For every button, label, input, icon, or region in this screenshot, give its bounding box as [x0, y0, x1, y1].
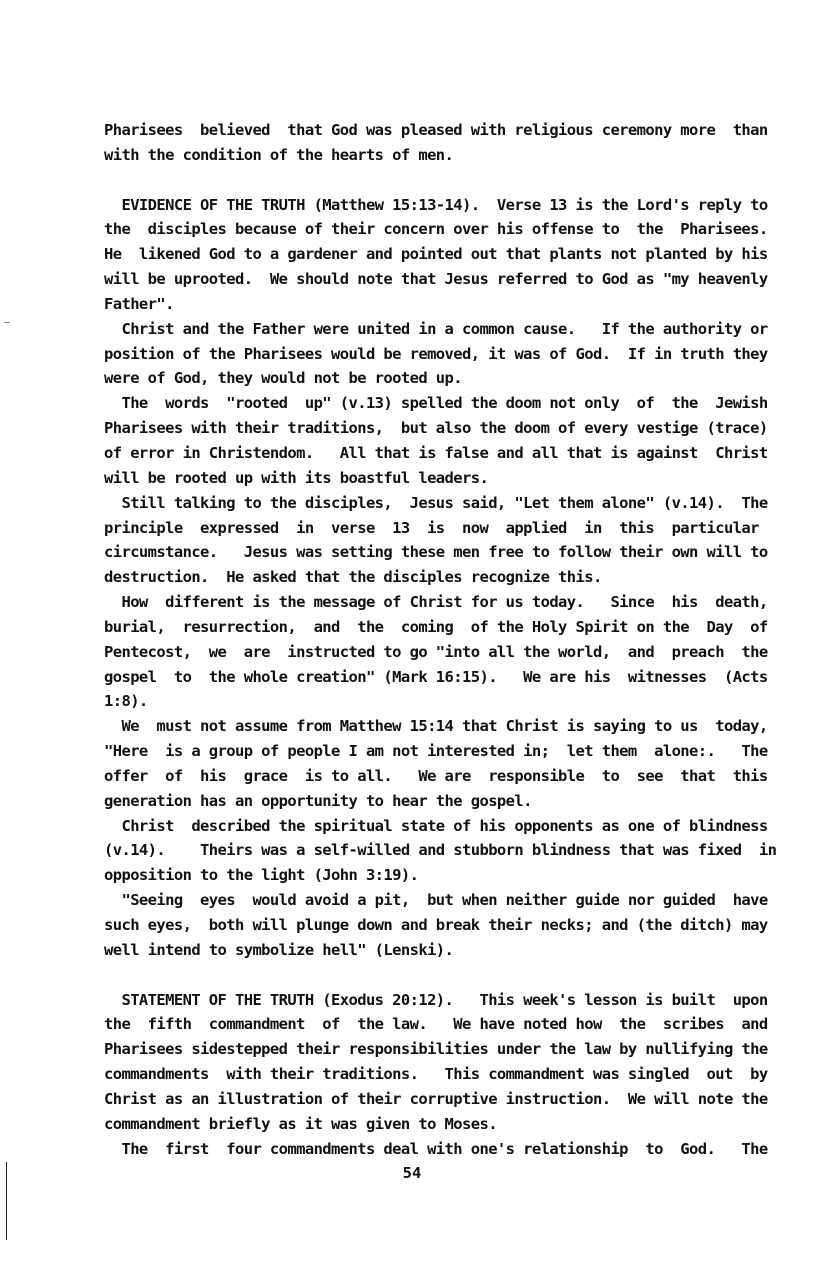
- text-line: Father".: [104, 294, 174, 313]
- text-line: 1:8).: [104, 692, 148, 711]
- text-line: offer of his grace is to all. We are responsible to see that this: [104, 766, 768, 785]
- text-line: EVIDENCE OF THE TRUTH (Matthew 15:13-14). Verse 13 is the Lord's reply to: [104, 195, 768, 214]
- text-line: position of the Pharisees would be removed, it was of God. If in truth they: [104, 344, 768, 363]
- scan-margin-tick: [4, 322, 10, 323]
- text-line: We must not assume from Matthew 15:14 that Christ is saying to us today,: [104, 717, 768, 736]
- text-line: opposition to the light (John 3:19).: [104, 866, 419, 885]
- text-line: STATEMENT OF THE TRUTH (Exodus 20:12). This week's lesson is built upon: [104, 990, 768, 1009]
- text-line: principle expressed in verse 13 is now applied in this particular: [104, 518, 759, 537]
- text-line: The first four commandments deal with one's relationship to God. The: [104, 1139, 768, 1158]
- text-line: "Seeing eyes would avoid a pit, but when neither guide nor guided have: [104, 891, 768, 910]
- text-line: The words "rooted up" (v.13) spelled the doom not only of the Jewish: [104, 394, 768, 413]
- paragraph-gap: [104, 963, 780, 988]
- text-line: such eyes, both will plunge down and break their necks; and (the ditch) may: [104, 916, 768, 934]
- text-line: Pharisees with their traditions, but also the doom of every vestige (trace): [104, 419, 768, 438]
- text-line: generation has an opportunity to hear the gospel.: [104, 791, 532, 810]
- page-number: 54: [402, 1164, 422, 1182]
- text-line: (v.14). Theirs was a self-willed and stubborn blindness that was fixed in: [104, 841, 777, 860]
- scan-edge-mark: [6, 1162, 7, 1240]
- paragraph-gap: [104, 168, 780, 193]
- text-line: Christ and the Father were united in a common cause. If the authority or: [104, 319, 768, 338]
- text-line: the fifth commandment of the law. We have noted how the scribes and: [104, 1015, 768, 1034]
- text-line: Pharisees sidestepped their responsibilities under the law by nullifying the: [104, 1040, 768, 1059]
- text-line: He likened God to a gardener and pointed out that plants not planted by his: [104, 245, 768, 264]
- text-line: were of God, they would not be rooted up.: [104, 369, 463, 388]
- text-line: will be uprooted. We should note that Jesus referred to God as "my heavenly: [104, 270, 768, 289]
- text-line: burial, resurrection, and the coming of the Holy Spirit on the Day of: [104, 617, 768, 636]
- text-line: Still talking to the disciples, Jesus said, "Let them alone" (v.14). The: [104, 493, 768, 512]
- text-line: "Here is a group of people I am not interested in; let them alone:. The: [104, 742, 768, 761]
- text-line: well intend to symbolize hell" (Lenski).: [104, 940, 454, 959]
- text-line: circumstance. Jesus was setting these men free to follow their own will to: [104, 543, 768, 562]
- text-line: commandment briefly as it was given to Moses.: [104, 1114, 497, 1133]
- text-line: How different is the message of Christ for us today. Since his death,: [104, 593, 768, 612]
- text-line: gospel to the whole creation" (Mark 16:15). We are his witnesses (Acts: [104, 667, 768, 686]
- text-line: with the condition of the hearts of men.: [104, 145, 454, 164]
- text-line: Pharisees believed that God was pleased with religious ceremony more than: [104, 121, 768, 139]
- page-body: [104, 118, 780, 1161]
- text-line: commandments with their traditions. This commandment was singled out by: [104, 1065, 768, 1084]
- text-line: the disciples because of their concern over his offense to the Pharisees.: [104, 220, 768, 239]
- text-line: will be rooted up with its boastful leaders.: [104, 468, 489, 487]
- text-line: Christ described the spiritual state of his opponents as one of blindness: [104, 816, 768, 835]
- text-line: Christ as an illustration of their corruptive instruction. We will note the: [104, 1089, 768, 1108]
- text-line: Pentecost, we are instructed to go "into all the world, and preach the: [104, 642, 768, 661]
- text-line: destruction. He asked that the disciples recognize this.: [104, 568, 602, 587]
- text-line: of error in Christendom. All that is false and all that is against Christ: [104, 443, 768, 462]
